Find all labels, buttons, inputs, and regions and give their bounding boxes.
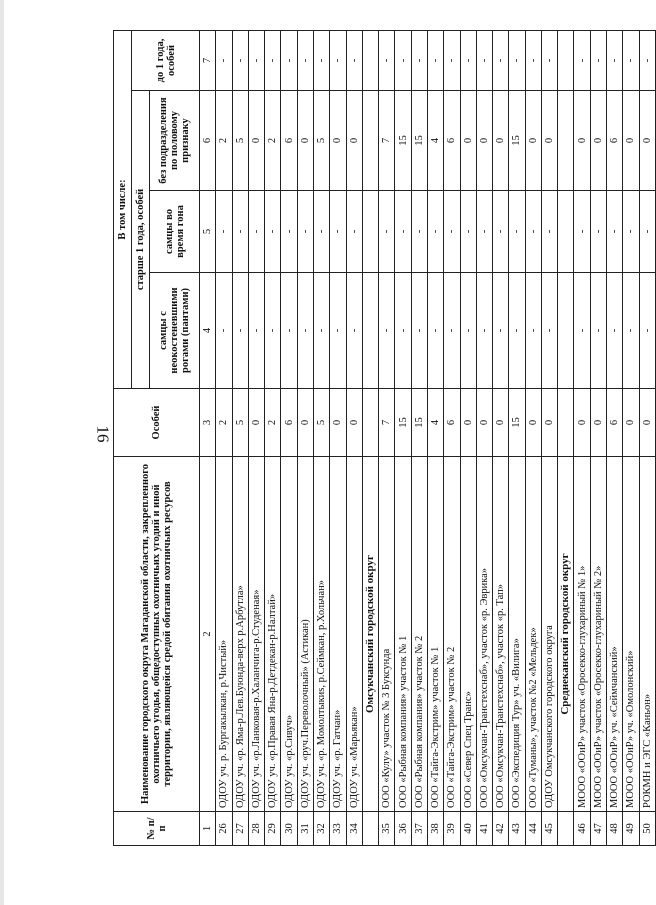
row-under1: - [574, 30, 590, 90]
section-empty-cell [362, 389, 378, 457]
row-no-sex: 0 [330, 91, 346, 191]
row-under1: - [313, 30, 329, 90]
row-name: ООО «Тайга-Экстрим» участок № 1 [427, 457, 443, 812]
row-total: 15 [509, 389, 525, 457]
index-cell: 7 [200, 30, 216, 90]
section-empty-cell [558, 30, 574, 90]
row-under1: - [411, 30, 427, 90]
row-name: ООО «Омсукчан-Транстехснаб», участок «р. Тап» [493, 457, 509, 812]
row-under1: - [590, 30, 606, 90]
row-males-rut: - [379, 191, 395, 273]
row-males-antlers: - [265, 273, 281, 389]
row-no-sex: 2 [216, 91, 232, 191]
row-total: 2 [216, 389, 232, 457]
row-number: 47 [590, 812, 606, 846]
row-number: 29 [265, 812, 281, 846]
row-name: ООО «Рыбная компания» участок № 2 [411, 457, 427, 812]
row-name: ОДОУ уч. р. Бургакылкан, р.Чистый» [216, 457, 232, 812]
row-males-antlers: - [525, 273, 541, 389]
row-males-rut: - [639, 191, 655, 273]
index-cell: 4 [200, 273, 216, 389]
row-under1: - [607, 30, 623, 90]
row-no-sex: 2 [265, 91, 281, 191]
row-under1: - [346, 30, 362, 90]
row-males-rut: - [281, 191, 297, 273]
table-row [216, 30, 232, 845]
table-row [281, 30, 297, 845]
row-name: ОДОУ уч. «р.Ланковая-р.Халанчига-р.Студеная» [248, 457, 264, 812]
row-males-antlers: - [216, 273, 232, 389]
table-row [476, 30, 492, 845]
section-row [558, 30, 574, 845]
row-total: 0 [476, 389, 492, 457]
row-total: 6 [281, 389, 297, 457]
table-row [248, 30, 264, 845]
row-males-rut: - [476, 191, 492, 273]
index-cell: 2 [200, 457, 216, 812]
row-number: 45 [541, 812, 557, 846]
row-name: ОДОУ уч. «руч.Переволочный» (Астикан) [297, 457, 313, 812]
row-males-antlers: - [590, 273, 606, 389]
row-name: ОДОУ Омсукчанского городского округа [541, 457, 557, 812]
row-males-rut: - [427, 191, 443, 273]
row-number: 28 [248, 812, 264, 846]
table-row [411, 30, 427, 845]
row-males-rut: - [216, 191, 232, 273]
table-row [509, 30, 525, 845]
row-no-sex: 0 [346, 91, 362, 191]
row-males-antlers: - [623, 273, 639, 389]
row-under1: - [509, 30, 525, 90]
row-males-rut: - [525, 191, 541, 273]
rotated-table-wrapper [113, 31, 656, 846]
header-num: № п/п [114, 812, 200, 846]
row-total: 0 [330, 389, 346, 457]
row-number: 34 [346, 812, 362, 846]
header-males-antlers: самцы с неокостеневшими рогами (пантами) [150, 273, 200, 389]
row-males-antlers: - [607, 273, 623, 389]
row-name: ООО «Рыбная компания» участок № 1 [395, 457, 411, 812]
row-males-antlers: - [460, 273, 476, 389]
row-under1: - [232, 30, 248, 90]
row-males-antlers: - [444, 273, 460, 389]
row-total: 0 [623, 389, 639, 457]
row-no-sex: 6 [444, 91, 460, 191]
section-empty-cell [362, 273, 378, 389]
row-number: 33 [330, 812, 346, 846]
row-no-sex: 5 [313, 91, 329, 191]
row-number: 31 [297, 812, 313, 846]
row-name: РОКМН и ЭГС «Каньон» [639, 457, 655, 812]
row-name: ООО «Экспедиция Тур» уч. «Вилига» [509, 457, 525, 812]
table-row [330, 30, 346, 845]
row-under1: - [248, 30, 264, 90]
row-total: 2 [265, 389, 281, 457]
row-total: 15 [411, 389, 427, 457]
section-num-cell [362, 812, 378, 846]
row-no-sex: 0 [590, 91, 606, 191]
row-under1: - [379, 30, 395, 90]
row-name: ООО «Север Спец Транс» [460, 457, 476, 812]
row-no-sex: 7 [379, 91, 395, 191]
row-no-sex: 0 [525, 91, 541, 191]
row-under1: - [541, 30, 557, 90]
table-row [297, 30, 313, 845]
row-no-sex: 0 [248, 91, 264, 191]
row-number: 44 [525, 812, 541, 846]
row-total: 6 [607, 389, 623, 457]
row-males-rut: - [607, 191, 623, 273]
row-males-rut: - [346, 191, 362, 273]
row-total: 5 [313, 389, 329, 457]
row-males-rut: - [411, 191, 427, 273]
row-no-sex: 6 [607, 91, 623, 191]
row-number: 32 [313, 812, 329, 846]
table-row [444, 30, 460, 845]
row-name: МООО «ООиР» участок «Оросекко-глухариный № 2» [590, 457, 606, 812]
row-no-sex: 0 [460, 91, 476, 191]
row-total: 6 [444, 389, 460, 457]
section-empty-cell [558, 191, 574, 273]
row-name: МООО «ООиР» уч. «Сеймчанский» [607, 457, 623, 812]
table-row [541, 30, 557, 845]
row-number: 35 [379, 812, 395, 846]
row-males-rut: - [623, 191, 639, 273]
row-number: 41 [476, 812, 492, 846]
table-row [232, 30, 248, 845]
row-number: 43 [509, 812, 525, 846]
header-total: Особей [114, 389, 200, 457]
row-no-sex: 0 [639, 91, 655, 191]
row-males-rut: - [460, 191, 476, 273]
row-males-rut: - [395, 191, 411, 273]
header-older: старше 1 года, особей [132, 91, 150, 389]
row-number: 39 [444, 812, 460, 846]
row-no-sex: 15 [411, 91, 427, 191]
header-no-sex: без подразделения по половому признаку [150, 91, 200, 191]
row-under1: - [297, 30, 313, 90]
row-name: ОДОУ уч. «р.Сивуч» [281, 457, 297, 812]
census-table [113, 30, 656, 846]
row-males-antlers: - [541, 273, 557, 389]
row-under1: - [525, 30, 541, 90]
table-row [590, 30, 606, 845]
row-number: 30 [281, 812, 297, 846]
row-males-rut: - [330, 191, 346, 273]
row-no-sex: 15 [395, 91, 411, 191]
row-no-sex: 0 [623, 91, 639, 191]
row-total: 0 [297, 389, 313, 457]
row-males-rut: - [313, 191, 329, 273]
row-number: 36 [395, 812, 411, 846]
section-empty-cell [558, 273, 574, 389]
index-cell: 3 [200, 389, 216, 457]
row-under1: - [265, 30, 281, 90]
row-males-rut: - [297, 191, 313, 273]
row-total: 7 [379, 389, 395, 457]
row-number: 27 [232, 812, 248, 846]
index-cell: 1 [200, 812, 216, 846]
row-no-sex: 0 [476, 91, 492, 191]
row-males-antlers: - [281, 273, 297, 389]
row-males-rut: - [248, 191, 264, 273]
row-name: ООО «Туманы», участок №2 «Мельдек» [525, 457, 541, 812]
row-name: ООО «Кулу» участок № 3 Буксунда [379, 457, 395, 812]
row-name: ОДОУ уч. «р. Гатчан» [330, 457, 346, 812]
row-name: ОДОУ уч. «р. Яма-р.Лев.Буюнда-верх р.Арбутла» [232, 457, 248, 812]
row-total: 0 [590, 389, 606, 457]
row-name: ОДОУ уч. «Марьякан» [346, 457, 362, 812]
table-row [623, 30, 639, 845]
row-number: 49 [623, 812, 639, 846]
page-number: 16 [93, 425, 113, 443]
row-males-rut: - [590, 191, 606, 273]
section-num-cell [558, 812, 574, 846]
row-males-antlers: - [574, 273, 590, 389]
row-total: 0 [460, 389, 476, 457]
row-males-antlers: - [379, 273, 395, 389]
row-males-rut: - [574, 191, 590, 273]
row-name: МООО «ООиР» уч. «Омолонский» [623, 457, 639, 812]
header-including: В том числе: [114, 30, 132, 388]
row-total: 0 [346, 389, 362, 457]
row-under1: - [460, 30, 476, 90]
table-row [346, 30, 362, 845]
row-males-antlers: - [313, 273, 329, 389]
row-under1: - [444, 30, 460, 90]
table-row [265, 30, 281, 845]
table-row [395, 30, 411, 845]
row-males-antlers: - [411, 273, 427, 389]
row-number: 26 [216, 812, 232, 846]
row-under1: - [281, 30, 297, 90]
row-name: МООО «ООиР» участок «Оросекко-глухариный № 1» [574, 457, 590, 812]
column-index-row [200, 30, 216, 845]
row-no-sex: 0 [297, 91, 313, 191]
row-no-sex: 0 [541, 91, 557, 191]
row-under1: - [395, 30, 411, 90]
row-under1: - [493, 30, 509, 90]
row-males-antlers: - [427, 273, 443, 389]
row-no-sex: 15 [509, 91, 525, 191]
section-empty-cell [558, 91, 574, 191]
row-total: 0 [541, 389, 557, 457]
row-number: 42 [493, 812, 509, 846]
row-name: ООО «Омсукчан-Транстехснаб», участок «р. Эврика» [476, 457, 492, 812]
row-males-antlers: - [346, 273, 362, 389]
table-body [200, 30, 656, 845]
row-males-antlers: - [232, 273, 248, 389]
table-row [607, 30, 623, 845]
row-males-antlers: - [330, 273, 346, 389]
row-no-sex: 0 [574, 91, 590, 191]
row-total: 4 [427, 389, 443, 457]
section-empty-cell [558, 389, 574, 457]
row-males-antlers: - [493, 273, 509, 389]
row-number: 38 [427, 812, 443, 846]
row-under1: - [216, 30, 232, 90]
row-under1: - [427, 30, 443, 90]
row-under1: - [623, 30, 639, 90]
row-total: 0 [493, 389, 509, 457]
row-males-antlers: - [509, 273, 525, 389]
row-total: 0 [525, 389, 541, 457]
header-under1: до 1 года, особей [132, 30, 200, 90]
row-number: 48 [607, 812, 623, 846]
row-number: 50 [639, 812, 655, 846]
row-no-sex: 5 [232, 91, 248, 191]
row-males-rut: - [232, 191, 248, 273]
row-number: 37 [411, 812, 427, 846]
row-males-rut: - [493, 191, 509, 273]
row-males-antlers: - [639, 273, 655, 389]
section-title: Среднеканский городской округ [558, 457, 574, 812]
row-under1: - [476, 30, 492, 90]
row-males-rut: - [265, 191, 281, 273]
row-males-antlers: - [395, 273, 411, 389]
row-name: ОДОУ уч. «р. Момолтыкиs, р.Сеймкан, р.Хольчан» [313, 457, 329, 812]
row-name: ООО «Тайга-Экстрим» участок № 2 [444, 457, 460, 812]
row-no-sex: 4 [427, 91, 443, 191]
row-number: 40 [460, 812, 476, 846]
index-cell: 6 [200, 91, 216, 191]
row-males-rut: - [444, 191, 460, 273]
row-males-antlers: - [476, 273, 492, 389]
table-row [313, 30, 329, 845]
header-males-rut: самцы во время гона [150, 191, 200, 273]
section-empty-cell [362, 191, 378, 273]
table-row [525, 30, 541, 845]
section-empty-cell [362, 30, 378, 90]
row-no-sex: 6 [281, 91, 297, 191]
index-cell: 5 [200, 191, 216, 273]
row-total: 5 [232, 389, 248, 457]
row-under1: - [330, 30, 346, 90]
scan-edge [0, 0, 4, 905]
row-name: ОДОУ уч. «р.Правая Яна-р.Детдекан-р.Налтай» [265, 457, 281, 812]
section-title: Омсукчанский городской округ [362, 457, 378, 812]
row-no-sex: 0 [493, 91, 509, 191]
table-row [460, 30, 476, 845]
row-males-rut: - [541, 191, 557, 273]
row-total: 0 [639, 389, 655, 457]
row-males-rut: - [509, 191, 525, 273]
table-row [427, 30, 443, 845]
row-total: 0 [248, 389, 264, 457]
row-males-antlers: - [248, 273, 264, 389]
table-row [639, 30, 655, 845]
table-row [574, 30, 590, 845]
row-total: 0 [574, 389, 590, 457]
row-total: 15 [395, 389, 411, 457]
section-row [362, 30, 378, 845]
header-name: Наименование городского округа Магаданской области, закрепленного охотничьего угодья, общедоступных охотничьих угодий и иной территории, являющейся средой обитания охотничьих ресурсов [114, 457, 200, 812]
table-row [379, 30, 395, 845]
row-under1: - [639, 30, 655, 90]
row-males-antlers: - [297, 273, 313, 389]
section-empty-cell [362, 91, 378, 191]
table-row [493, 30, 509, 845]
row-number: 46 [574, 812, 590, 846]
